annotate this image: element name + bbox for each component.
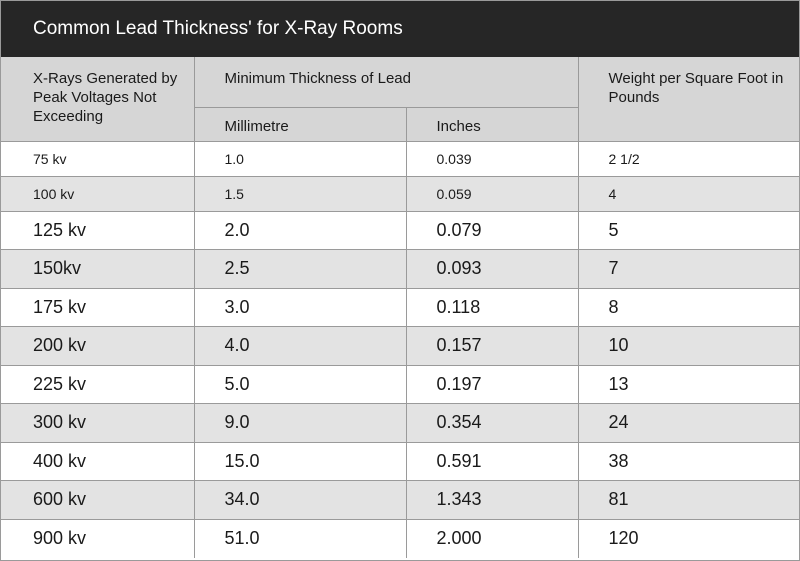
table-row: [1, 141, 799, 176]
header-voltage: X-Rays Generated by Peak Voltages Not Exceeding: [1, 57, 194, 141]
cell-inches: 0.591: [406, 442, 578, 481]
cell-mm: 3.0: [194, 288, 406, 327]
cell-voltage: 175 kv: [1, 288, 194, 327]
cell-voltage: 900 kv: [1, 519, 194, 558]
lead-thickness-table: [1, 57, 799, 558]
cell-weight: 120: [578, 519, 799, 558]
cell-mm: 5.0: [194, 365, 406, 404]
table-row: [1, 288, 799, 327]
cell-inches: 0.093: [406, 250, 578, 289]
cell-mm: 2.5: [194, 250, 406, 289]
cell-inches: 0.157: [406, 327, 578, 366]
cell-weight: 24: [578, 404, 799, 443]
cell-voltage: 200 kv: [1, 327, 194, 366]
cell-inches: 0.118: [406, 288, 578, 327]
table-row: [1, 327, 799, 366]
table-row: [1, 211, 799, 250]
cell-inches: 0.039: [406, 141, 578, 176]
cell-inches: 0.197: [406, 365, 578, 404]
cell-voltage: 100 kv: [1, 176, 194, 211]
cell-mm: 51.0: [194, 519, 406, 558]
cell-weight: 7: [578, 250, 799, 289]
table-row: [1, 442, 799, 481]
cell-weight: 10: [578, 327, 799, 366]
cell-weight: 81: [578, 481, 799, 520]
cell-voltage: 125 kv: [1, 211, 194, 250]
cell-voltage: 150kv: [1, 250, 194, 289]
cell-voltage: 300 kv: [1, 404, 194, 443]
cell-voltage: 600 kv: [1, 481, 194, 520]
cell-inches: 2.000: [406, 519, 578, 558]
table-row: [1, 176, 799, 211]
cell-mm: 1.0: [194, 141, 406, 176]
cell-voltage: 225 kv: [1, 365, 194, 404]
cell-weight: 4: [578, 176, 799, 211]
header-inches: Inches: [406, 107, 578, 141]
header-weight: Weight per Square Foot in Pounds: [578, 57, 799, 141]
cell-weight: 8: [578, 288, 799, 327]
cell-weight: 13: [578, 365, 799, 404]
table-row: [1, 519, 799, 558]
cell-mm: 9.0: [194, 404, 406, 443]
table-row: [1, 481, 799, 520]
cell-mm: 2.0: [194, 211, 406, 250]
table-row: [1, 404, 799, 443]
table-row: [1, 365, 799, 404]
cell-mm: 1.5: [194, 176, 406, 211]
cell-weight: 5: [578, 211, 799, 250]
table-title: Common Lead Thickness' for X-Ray Rooms: [1, 1, 799, 57]
cell-mm: 15.0: [194, 442, 406, 481]
cell-inches: 1.343: [406, 481, 578, 520]
cell-mm: 4.0: [194, 327, 406, 366]
cell-weight: 38: [578, 442, 799, 481]
header-millimetre: Millimetre: [194, 107, 406, 141]
cell-inches: 0.079: [406, 211, 578, 250]
cell-weight: 2 1/2: [578, 141, 799, 176]
cell-inches: 0.354: [406, 404, 578, 443]
cell-voltage: 400 kv: [1, 442, 194, 481]
cell-mm: 34.0: [194, 481, 406, 520]
cell-voltage: 75 kv: [1, 141, 194, 176]
cell-inches: 0.059: [406, 176, 578, 211]
header-min-thickness: Minimum Thickness of Lead: [194, 57, 578, 107]
table-row: [1, 250, 799, 289]
